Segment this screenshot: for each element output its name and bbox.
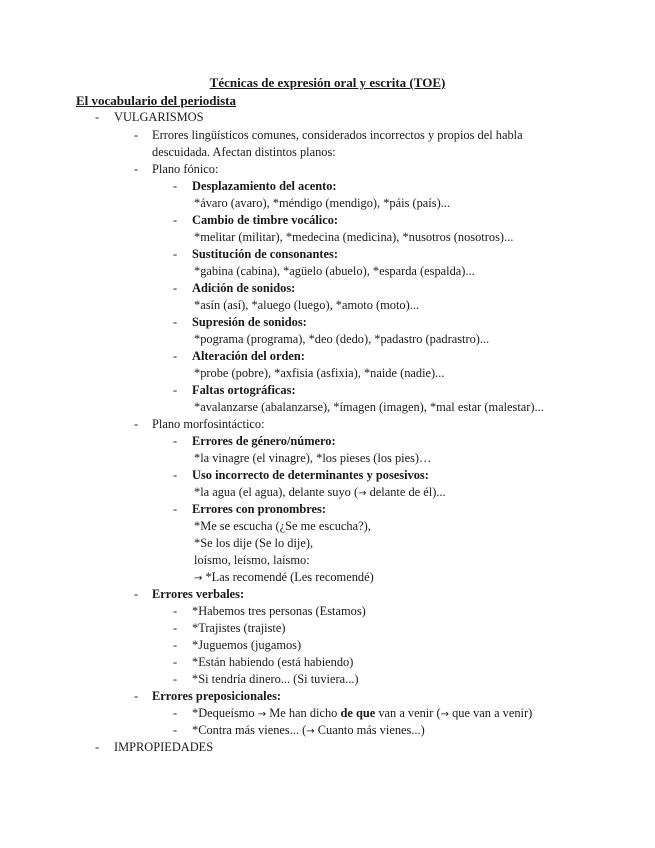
item-title: Desplazamiento del acento: (192, 179, 337, 193)
item-examples: → *Las recomendé (Les recomendé) (194, 570, 374, 584)
bullet-dash: - (173, 383, 178, 397)
bullet-dash: - (173, 706, 178, 720)
bullet-dash: - (134, 689, 139, 703)
item-title: Errores con pronombres: (192, 502, 326, 516)
item-examples: *probe (pobre), *axfisia (asfixia), *naide (nadie)... (194, 366, 445, 380)
list-item: *Dequeísmo → Me han dicho de que van a venir (→ que van a venir) (192, 706, 533, 720)
document-title: Técnicas de expresión oral y escrita (TOE) (209, 75, 446, 90)
item-examples: loísmo, leísmo, laísmo: (194, 553, 310, 567)
bullet-dash: - (134, 128, 139, 142)
bullet-dash: - (173, 723, 178, 737)
arrow-icon: → (306, 726, 315, 737)
item-title: Alteración del orden: (192, 349, 305, 363)
bullet-dash: - (134, 417, 139, 431)
item-title: Adición de sonidos: (192, 281, 296, 295)
bullet-dash: - (173, 502, 178, 516)
list-item: *Contra más vienes... (→ Cuanto más vienes...) (192, 723, 425, 737)
item-examples: *gabina (cabina), *agüelo (abuelo), *esparda (espalda)... (194, 264, 475, 278)
bullet-dash: - (173, 315, 178, 329)
arrow-icon: → (440, 709, 449, 720)
bullet-dash: - (173, 213, 178, 227)
section-heading: El vocabulario del periodista (76, 93, 236, 108)
bullet-dash: - (134, 162, 139, 176)
item-examples: *la vinagre (el vinagre), *los pieses (los pies)… (194, 451, 432, 465)
arrow-icon: → (358, 488, 367, 499)
intro-line: descuidada. Afectan distintos planos: (152, 145, 336, 159)
bullet-dash: - (95, 110, 100, 124)
item-examples: *melitar (militar), *medecina (medicina), *nusotros (nosotros)... (194, 230, 514, 244)
intro-line: Errores lingüísticos comunes, considerados incorrectos y propios del habla (152, 128, 523, 142)
bullet-dash: - (173, 434, 178, 448)
item-examples: *ávaro (avaro), *méndigo (mendigo), *páis (país)... (194, 196, 450, 210)
list-item: *Si tendría dinero... (Si tuviera...) (192, 672, 359, 686)
plano-morfosintactico-label: Plano morfosintáctico: (152, 417, 265, 431)
bullet-dash: - (173, 621, 178, 635)
plano-fonico-label: Plano fónico: (152, 162, 219, 176)
bullet-dash: - (173, 468, 178, 482)
bullet-dash: - (134, 587, 139, 601)
item-title: Uso incorrecto de determinantes y posesivos: (192, 468, 429, 482)
bullet-dash: - (173, 349, 178, 363)
bullet-dash: - (173, 655, 178, 669)
list-item: *Habemos tres personas (Estamos) (192, 604, 366, 618)
vulgarismos-heading: VULGARISMOS (114, 110, 204, 124)
item-examples: *la agua (el agua), delante suyo (→ delante de él)... (194, 485, 446, 499)
item-examples: *asín (así), *aluego (luego), *amoto (moto)... (194, 298, 420, 312)
bullet-dash: - (173, 672, 178, 686)
list-item: *Juguemos (jugamos) (192, 638, 302, 652)
bullet-dash: - (173, 638, 178, 652)
item-examples: *pograma (programa), *deo (dedo), *padastro (padrastro)... (194, 332, 490, 346)
item-examples: *Me se escucha (¿Se me escucha?), (194, 519, 371, 533)
bullet-dash: - (173, 247, 178, 261)
bullet-dash: - (95, 740, 100, 754)
errores-preposicionales-title: Errores preposicionales: (152, 689, 282, 703)
item-title: Supresión de sonidos: (192, 315, 307, 329)
bullet-dash: - (173, 179, 178, 193)
item-examples: *avalanzarse (abalanzarse), *ímagen (imagen), *mal estar (malestar)... (194, 400, 544, 414)
item-examples: *Se los dije (Se lo dije), (194, 536, 314, 550)
item-title: Sustitución de consonantes: (192, 247, 338, 261)
bullet-dash: - (173, 281, 178, 295)
item-title: Cambio de timbre vocálico: (192, 213, 339, 227)
item-title: Faltas ortográficas: (192, 383, 296, 397)
bullet-dash: - (173, 604, 178, 618)
impropiedades-heading: IMPROPIEDADES (114, 740, 214, 754)
list-item: *Trajistes (trajiste) (192, 621, 286, 635)
item-title: Errores de género/número: (192, 434, 336, 448)
arrow-icon: → (194, 573, 203, 584)
errores-verbales-title: Errores verbales: (152, 587, 245, 601)
list-item: *Están habiendo (está habiendo) (192, 655, 354, 669)
arrow-icon: → (257, 709, 267, 720)
